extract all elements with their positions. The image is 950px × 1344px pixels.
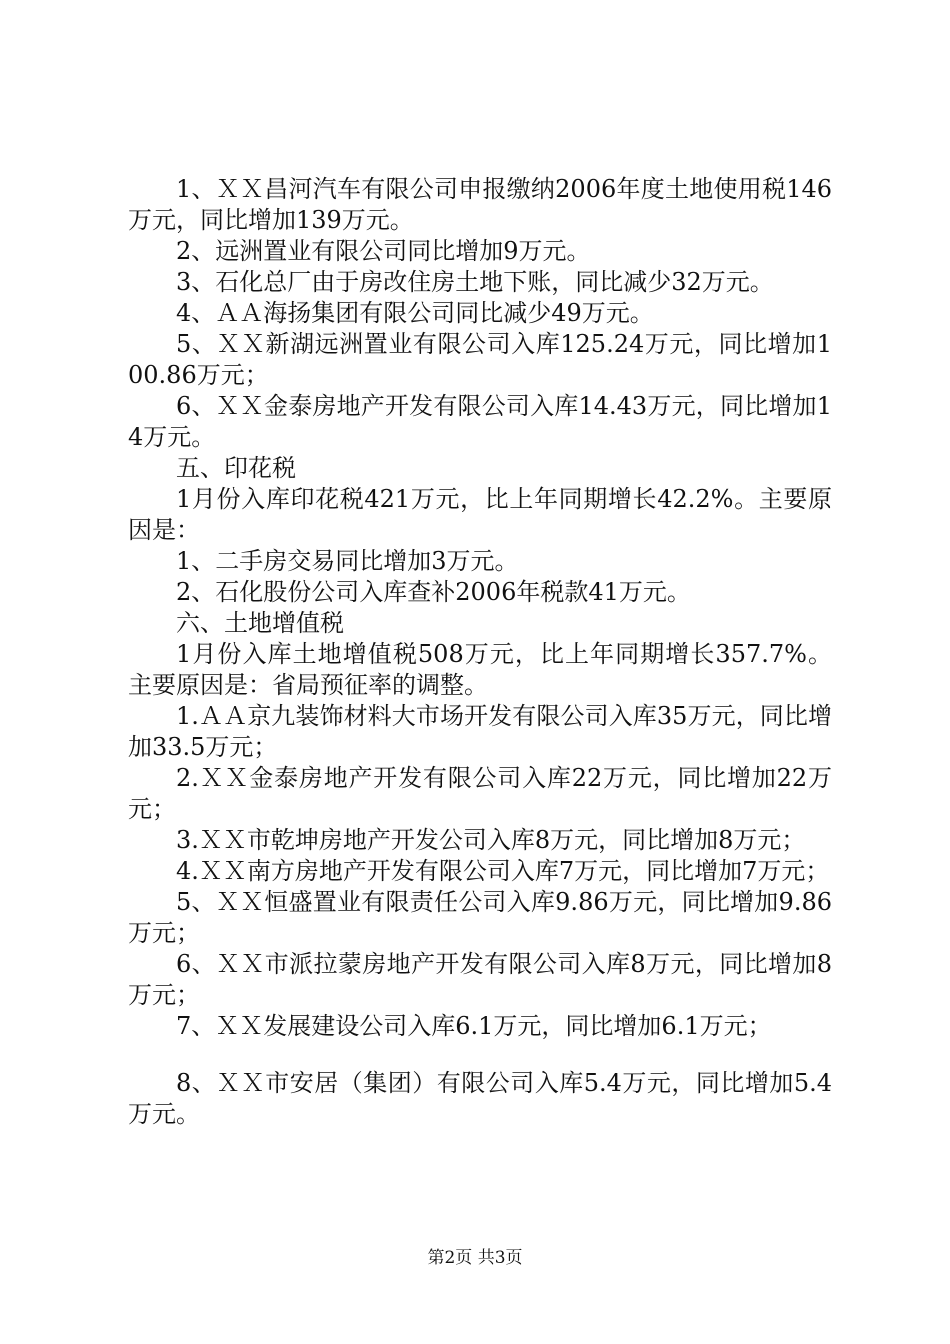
paragraph: 6、ＸＸ市派拉蒙房地产开发有限公司入库8万元，同比增加8万元； (128, 950, 832, 1009)
page-footer: 第2页 共3页 (427, 1248, 523, 1268)
paragraph: 2.ＸＸ金泰房地产开发有限公司入库22万元，同比增加22万元； (128, 764, 832, 823)
paragraph: 7、ＸＸ发展建设公司入库6.1万元，同比增加6.1万元； (176, 1012, 772, 1040)
paragraph: 1.ＡＡ京九装饰材料大市场开发有限公司入库35万元，同比增加33.5万元； (128, 702, 832, 761)
blank-line (128, 1042, 832, 1068)
paragraph: 6、ＸＸ金泰房地产开发有限公司入库14.43万元，同比增加14万元。 (128, 392, 832, 451)
paragraph: 1月份入库印花税421万元，比上年同期增长42.2%。主要原因是： (128, 485, 832, 544)
paragraph: 1、二手房交易同比增加3万元。 (176, 547, 519, 575)
paragraph: 3、石化总厂由于房改住房土地下账，同比减少32万元。 (176, 268, 774, 296)
section-heading: 六、土地增值税 (176, 609, 344, 637)
paragraph: 4.ＸＸ南方房地产开发有限公司入库7万元，同比增加7万元； (176, 857, 830, 885)
paragraph: 5、ＸＸ新湖远洲置业有限公司入库125.24万元，同比增加100.86万元； (128, 330, 832, 389)
paragraph: 2、远洲置业有限公司同比增加9万元。 (176, 237, 591, 265)
paragraph: 1、ＸＸ昌河汽车有限公司申报缴纳2006年度土地使用税146万元，同比增加139万元。 (128, 175, 832, 234)
paragraph: 5、ＸＸ恒盛置业有限责任公司入库9.86万元，同比增加9.86万元； (128, 888, 832, 947)
paragraph: 2、石化股份公司入库查补2006年税款41万元。 (176, 578, 691, 606)
paragraph: 8、ＸＸ市安居（集团）有限公司入库5.4万元，同比增加5.4万元。 (128, 1069, 832, 1128)
paragraph: 3.ＸＸ市乾坤房地产开发公司入库8万元，同比增加8万元； (176, 826, 806, 854)
paragraph: 1月份入库土地增值税508万元，比上年同期增长357.7%。主要原因是：省局预征率的调整。 (128, 640, 832, 699)
document-body (128, 174, 832, 1130)
section-heading: 五、印花税 (176, 454, 296, 482)
paragraph: 4、ＡＡ海扬集团有限公司同比减少49万元。 (176, 299, 654, 327)
